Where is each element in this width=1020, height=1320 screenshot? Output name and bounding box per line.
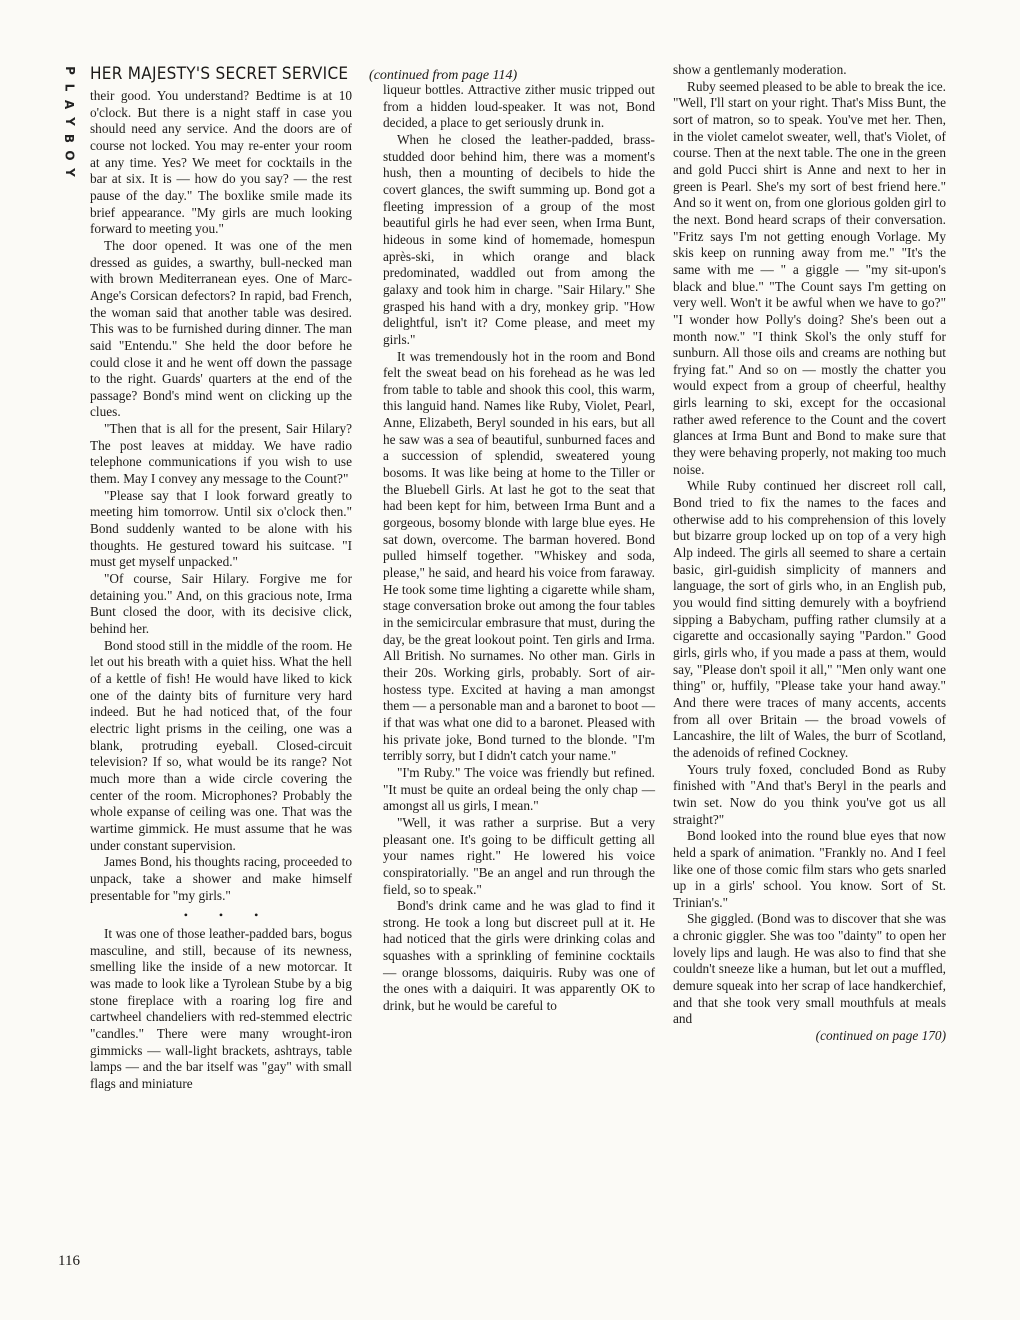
paragraph: "Please say that I look forward greatly to meeting him tomorrow. Until six o'clock then." Bond suddenly wanted to be alone with his thoughts. He gestured toward his suitcase. "I must get myself unpacked." [90, 487, 352, 570]
paragraph: James Bond, his thoughts racing, proceeded to unpack, take a shower and make himself presentable for "my girls." [90, 854, 352, 903]
text-column-1 [90, 88, 352, 1093]
paragraph: "Of course, Sair Hilary. Forgive me for detaining you." And, on this gracious note, Irma Bunt closed the door, with its decisive click, behind her. [90, 571, 352, 636]
logo-letter: Y [62, 117, 77, 126]
logo-letter: O [62, 150, 77, 161]
paragraph: It was tremendously hot in the room and Bond felt the sweat bead on his forehead as he was led from table to table and shook this cool, this warm, this languid hand. Names like Ruby, Violet, Pearl, Anne, Elizabeth, Beryl sounded in his ears, but all he saw was a sea of beautiful, sunburned faces and a succession of splendid, sweatered young bosoms. It was like being at home to the Tiller or the Bluebell Girls. At last he got to the seat that had been kept for him, between Irma Bunt and a gorgeous, bosomy blonde with large blue eyes. He sat down, overcome. The barman hovered. Bond pulled himself together. "Whiskey and soda, please," he said, and heard his voice from faraway. He took some time lighting a cigarette while sham, stage conversation broke out among the four tables in the semicircular embrasure that must, during the day, be the great lookout point. Ten girls and Irma. All British. No surnames. No other man. Girls in their 20s. Working girls, probably. Sort of air-hostess type. Excited at having a man amongst them — a personable man and a baronet to boot — if that was what one did to a baronet. Pleased with his private joke, Bond turned to the blonde. "I'm terribly sorry, but I didn't catch your name." [383, 348, 655, 764]
paragraph: Bond looked into the round blue eyes that now held a spark of animation. "Frankly no. And I feel like one of those comic film stars who gets snarled up in a girls' school. You know. Sort of St. Trinian's." [673, 828, 946, 910]
continued-on-note: (continued on page 170) [815, 1028, 946, 1044]
paragraph: "Well, it was rather a surprise. But a very pleasant one. It's going to be difficult getting all your names right." He lowered his voice conspiratorially. "Be an angel and run through the field, so to speak." [383, 814, 655, 897]
logo-letter: A [62, 99, 77, 110]
paragraph: While Ruby continued her discreet roll call, Bond tried to fix the names to the faces and otherwise add to his comprehension of this lovely but bizarre group locked up on top of a very high Alp indeed. The girls all seemed to share a certain basic, girl-guidish simplicity of manners and language, the sort of girls who, in an English pub, you would find sitting demurely with a boyfriend sipping a Babycham, puffing rather clumsily at a cigarette and occasionally saying "Pardon." Good girls, girls who, if you made a pass at them, would say, "Please don't spoil it all," "Men only want one thing" or, huffily, "Please take your hand away." And there were traces of many accents, accents from all over Britain — the broad vowels of Lancashire, the lilt of Wales, the burr of Scotland, the adenoids of refined Cockney. [673, 478, 946, 760]
article-title: HER MAJESTY'S SECRET SERVICE [90, 64, 349, 84]
page-number: 116 [58, 1253, 80, 1269]
article-header [90, 64, 517, 84]
logo-letter: L [62, 83, 77, 92]
paragraph: Bond stood still in the middle of the room. He let out his breath with a quiet hiss. What the hell of a kettle of fish! He would have liked to kick one of the dainty bits of furniture very hard indeed. But he had noticed that, of the four electric light prisms in the ceiling, one was a blank, protruding eyeball. Closed-circuit television? If so, what would be its range? Not much more than a wide circle covering the center of the room. Microphones? Probably the whole expanse of ceiling was one. That was the wartime gimmick. He must assume that he was under constant supervision. [90, 637, 352, 853]
paragraph: Ruby seemed pleased to be able to break the ice. "Well, I'll start on your right. That's Miss Bunt, the sort of matron, so to speak. You've met her. Then, in the violet camelot sweater, well, that's Violet, of course. Then at the next table. The one in the green and gold Pucci shirt is Anne and next to her in green is Pearl. She's my sort of best friend here." And so it went on, from one glorious golden girl to the next. Bond heard scraps of their conversation. "Fritz says I'm not getting enough Vorlage. My skis keep on running away from me." "It's the same with me — " a giggle — "my sit-upon's black and blue." "The Count says I'm getting on very well. Won't it be awful when we have to go?" "I wonder how Polly's doing? She's been out a month now." "I think Skol's the only stuff for sunburn. All those oils and creams are nothing but frying fat." And so on — mostly the chatter you would expect from a group of cheerful, healthy girls learning to ski, except for the occasional rather awed reference to the Count and the covert glances at Irma Bunt and Bond to make sure that they were behaving properly, not making too much noise. [673, 78, 946, 477]
paragraph: their good. You understand? Bedtime is at 10 o'clock. But there is a night staff in case you should need any service. And the doors are of course not locked. You may re-enter your room at any time. Yes? We meet for cocktails in the bar at six. It is — how do you say? — the rest pause of the day." The boxlike smile made its brief appearance. "My girls are much looking forward to meeting you." [90, 88, 352, 237]
text-column-3 [673, 62, 946, 1045]
paragraph: "I'm Ruby." The voice was friendly but refined. "It must be quite an ordeal being the only chap — amongst all us girls, I mean." [383, 764, 655, 814]
logo-letter: P [62, 66, 77, 75]
paragraph: It was one of those leather-padded bars, bogus masculine, and still, because of its newness, smelling like the inside of a new motorcar. It was made to look like a Tyrolean Stube by a big stone fireplace with a roaring log fire and cartwheel chandeliers with red-stemmed electric "candles." There were many wrought-iron gimmicks — wall-light brackets, ashtrays, table lamps — and the bar itself was "gay" with small flags and miniature [90, 926, 352, 1092]
playboy-vertical-logo [58, 64, 80, 183]
continued-from-note: (continued from page 114) [369, 68, 518, 83]
logo-letter: Y [62, 168, 77, 177]
paragraph: She giggled. (Bond was to discover that she was a chronic giggler. She was too "dainty" to open her lovely lips and laugh. He was also to find that she couldn't sneeze like a human, but let out a muffled, demure squeak into her scrap of lace handkerchief, and that she took very small mouthfuls at meals and [673, 911, 946, 1027]
paragraph: The door opened. It was one of the men dressed as guides, a swarthy, bull-necked man with brown Mediterranean eyes. One of Marc-Ange's Corsican defectors? In rapid, bad French, the woman said that another table was desired. This was to be furnished during dinner. The man said "Entendu." She held the door before he could close it and he went off down the passage to the right. Guards' quarters at the end of the passage? Bond's mind went on clicking up the clues. [90, 237, 352, 420]
paragraph: "Then that is all for the present, Sair Hilary? The post leaves at midday. We have radio telephone communications if you wish to use them. May I convey any message to the Count?" [90, 421, 352, 487]
paragraph: Bond's drink came and he was glad to find it strong. He took a long but discreet pull at it. He had noticed that the girls were drinking colas and squashes with a sprinkling of feminine cocktails — orange blossoms, daiquiris. Ruby was one of the ones with a daiquiri. It was apparently OK to drink, but he would be careful to [383, 898, 655, 1014]
logo-letter: B [62, 133, 77, 144]
text-column-2 [383, 82, 655, 1015]
paragraph: When he closed the leather-padded, brass-studded door behind him, there was a moment's hush, then a mounting of decibels to hide the covert glances, the swift summing up. Bond got a fleeting impression of a group of the most beautiful girls he had ever seen, when Irma Bunt, hideous in some kind of homemade, homespun après-ski, in which orange and black predominated, waddled out from among the galaxy and took him in charge. "Sair Hilary." She grasped his hand with a dry, monkey grip. "How delightful, isn't it? Come please, and meet my girls." [383, 131, 655, 347]
paragraph: show a gentlemanly moderation. [673, 62, 847, 77]
paragraph: liqueur bottles. Attractive zither music tripped out from a hidden loud-speaker. It was not, Bond decided, a place to get seriously drunk in. [383, 82, 655, 131]
section-separator: • • • [183, 908, 273, 923]
paragraph: Yours truly foxed, concluded Bond as Ruby finished with "And that's Beryl in the pearls and twin set. Now do you think you've got us all straight?" [673, 761, 946, 827]
